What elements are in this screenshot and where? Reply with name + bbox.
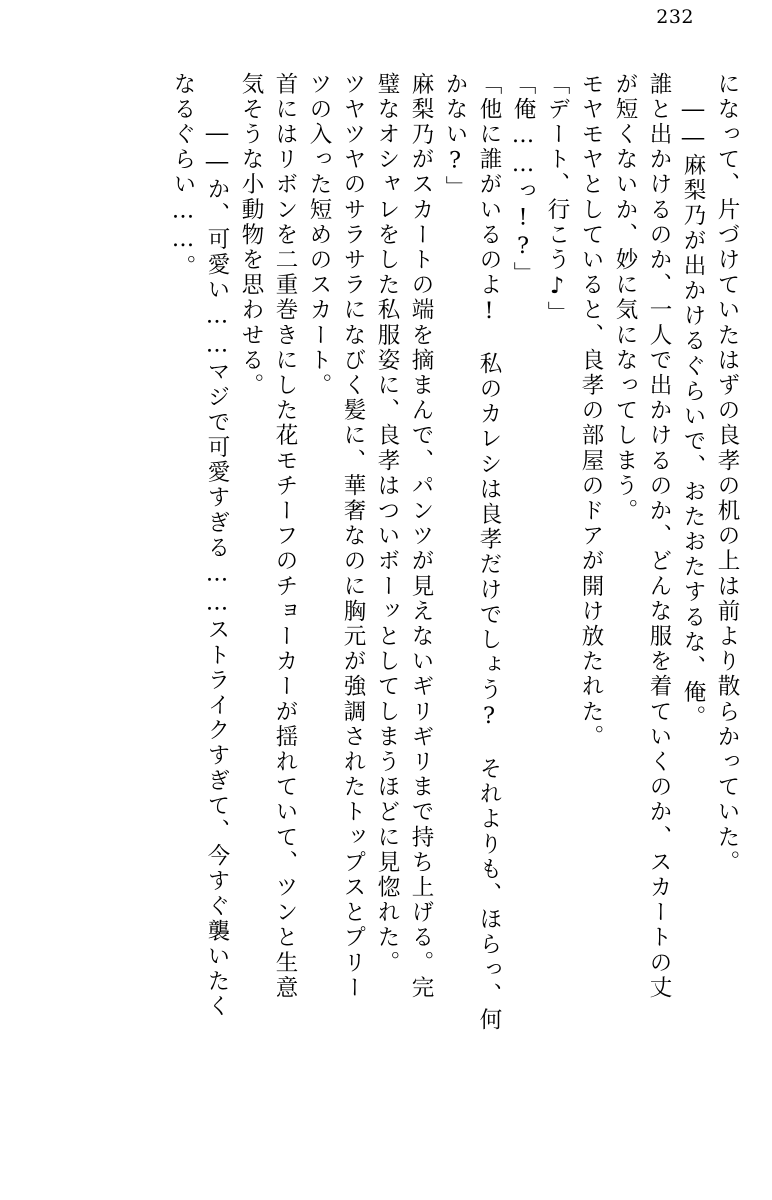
text-line: ――麻梨乃が出かけるぐらいで、おたおたするな、俺。 <box>680 96 706 731</box>
text-line: 麻梨乃がスカートの端を摘まんで、パンツが見えないギリギリまで持ち上げる。完 <box>408 72 434 1001</box>
text-line: 「俺……っ!?」 <box>510 72 536 287</box>
page-number: 232 <box>656 6 694 28</box>
text-line: 「他に誰がいるのよ! 私のカレシは良孝だけでしょう? それよりも、ほらっ、何 <box>476 72 502 1033</box>
text-line: モヤモヤとしていると、良孝の部屋のドアが開け放たれた。 <box>578 72 604 750</box>
text-line: 気そうな小動物を思わせる。 <box>238 72 264 399</box>
text-line: なるぐらい……。 <box>170 72 196 280</box>
text-line: ――か、可愛い……マジで可愛すぎる……ストライクすぎて、今すぐ襲いたく <box>204 120 230 1020</box>
text-line: が短くないか、妙に気になってしまう。 <box>612 72 638 524</box>
vertical-text-body <box>42 72 738 1164</box>
text-line: ツの入った短めのスカート。 <box>306 72 332 399</box>
text-line: 「デート、行こう♪」 <box>544 72 570 327</box>
text-line: 璧なオシャレをした私服姿に、良孝はついボーッとしてしまうほどに見惚れた。 <box>374 72 400 976</box>
text-line: ツヤツヤのサラサラになびく髪に、華奢なのに胸元が強調されたトップスとプリー <box>340 72 366 1001</box>
text-line: かない?」 <box>442 72 468 201</box>
text-line: 首にはリボンを二重巻きにした花モチーフのチョーカーが揺れていて、ツンと生意 <box>272 72 298 1001</box>
text-line: になって、片づけていたはずの良孝の机の上は前より散らかっていた。 <box>714 72 740 876</box>
text-line: 誰と出かけるのか、一人で出かけるのか、どんな服を着ていくのか、スカートの丈 <box>646 72 672 1001</box>
